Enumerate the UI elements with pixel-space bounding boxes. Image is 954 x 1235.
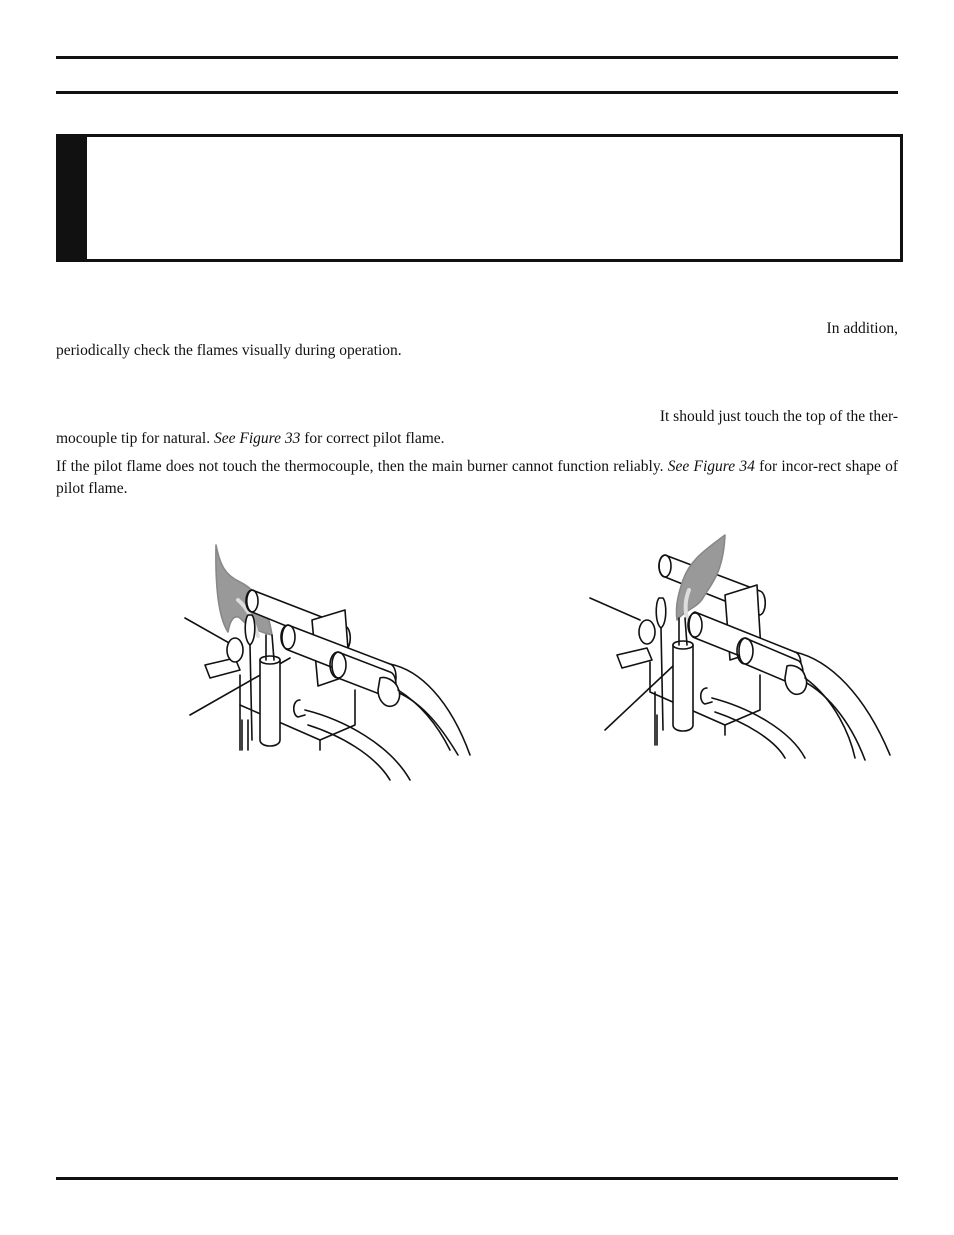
figure-incorrect-pilot-flame: [585, 530, 905, 765]
warning-box: [56, 134, 903, 262]
paragraph-pilot-flame: [56, 406, 898, 450]
header-rule-top: [56, 56, 898, 59]
figure-34-reference: See Figure 34: [667, 458, 755, 475]
figure-33-reference: See Figure 33: [213, 430, 301, 447]
paragraph-2-line-1: It should just touch the top of the ther-: [659, 408, 898, 425]
paragraph-incorrect-flame: [56, 456, 898, 500]
paragraph-3-text-a: If the pilot flame does not touch the thermocouple, then the main burner cannot function reliably.: [56, 458, 668, 475]
header-rule-bottom: [56, 91, 898, 94]
figure-correct-pilot-flame: [180, 540, 480, 785]
paragraph-1-line-1: In addition,: [826, 320, 898, 337]
warning-bar: [59, 137, 87, 259]
paragraph-flame-check: [56, 318, 898, 362]
paragraph-2-text-b: for correct pilot flame.: [300, 430, 445, 447]
footer-rule: [56, 1177, 898, 1180]
paragraph-2-line-2: [56, 428, 898, 450]
paragraph-3-text-b: for incor-rect shape of pilot flame.: [56, 458, 899, 497]
paragraph-1-line-2: periodically check the flames visually during operation.: [56, 342, 402, 359]
paragraph-2-text-a: mocouple tip for natural.: [56, 430, 214, 447]
